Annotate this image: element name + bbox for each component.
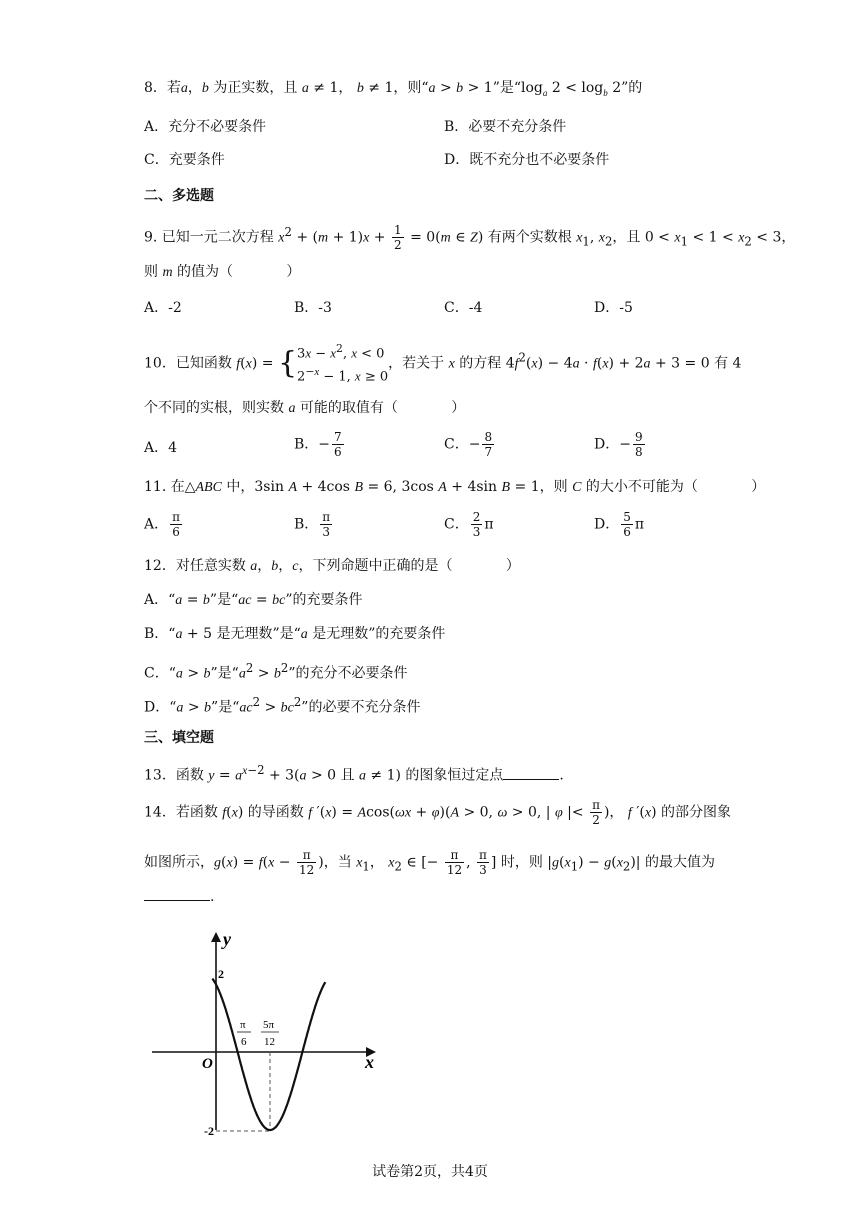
q13-answer-blank[interactable] <box>503 765 559 780</box>
q8-option-a[interactable]: A．充分不必要条件 <box>144 119 267 135</box>
q12-option-a[interactable]: A．“a = b”是“ac = bc”的充要条件 <box>144 592 363 608</box>
q11-option-a[interactable]: A． $\frac{\pi}{6}$ <box>144 510 181 539</box>
q10-option-b[interactable]: B．− $\frac{7}{6}$ <box>294 430 342 459</box>
q11-option-c[interactable]: C． $\frac{2}{3}$ π <box>444 510 494 539</box>
q8-stem: 8．若a，b 为正实数，且 a ≠ 1， b ≠ 1，则“a > b > 1”是“$\log_a$ $2 < \log_b 2$”的 <box>144 80 643 98</box>
y-axis-label: y <box>223 929 231 949</box>
q12-option-c[interactable]: C．“a > b”是“$a^2 > b^2$”的充分不必要条件 <box>144 661 408 682</box>
q10-stem-line1: 10．已知函数 f(x) = { $3x - x^2$, x < 0 $2^{-x} - 1$, x ≥ 0 ，若关于 x 的方程 $4f^2(x) - 4a \cdot f(x) + 2a + 3 = 0$ 有 4 <box>144 342 742 385</box>
q9-option-d[interactable]: D．-5 <box>594 300 633 316</box>
origin-label: O <box>202 1056 213 1072</box>
derivative-graph <box>140 922 400 1142</box>
section-fill-blank: 三、填空题 <box>144 730 214 746</box>
q8-option-b[interactable]: B．必要不充分条件 <box>444 119 567 135</box>
q11-option-b[interactable]: B． $\frac{\pi}{3}$ <box>294 510 331 539</box>
section-multi-choice: 二、多选题 <box>144 188 214 204</box>
cosine-curve <box>212 979 325 1130</box>
tick-pi6-num: π <box>240 1019 246 1031</box>
tick-2: 2 <box>218 967 224 981</box>
q12-option-b[interactable]: B．“a + 5 是无理数”是“a 是无理数”的充要条件 <box>144 626 446 642</box>
q14-answer-blank[interactable] <box>144 886 210 901</box>
q10-option-a[interactable]: A．4 <box>144 440 178 456</box>
q12-option-d[interactable]: D．“a > b”是“$ac^2 > bc^2$”的必要不充分条件 <box>144 695 421 716</box>
q9-option-b[interactable]: B．-3 <box>294 300 332 316</box>
q13-stem: 13．函数 $y = a^{x-2} + 3(a > 0$ 且 a ≠ 1) 的图象恒过定点 . <box>144 763 564 784</box>
q14-answer-line: . <box>144 886 214 907</box>
q9-stem-line2: 则 m 的值为（ ） <box>144 264 301 280</box>
q9-stem-line1: 9. 已知一元二次方程 $x^2 + (m + 1)x$ + $\frac{1}{2}$ = 0(m ∈ Z) 有两个实数根 $x_1$, $x_2$，且 $0 < x_1 < 1 < x_2 < 3$， <box>144 223 796 253</box>
tick-5pi12-num: 5π <box>263 1019 275 1031</box>
q14-stem-line2: 如图所示，g(x) = f(x − $\frac{\pi}{12}$ )，当 $x_1$， $x_2$ ∈ [− $\frac{\pi}{12}$ , $\frac{\pi}{3}$ ] 时，则 $|g(x_1) - g(x_2)|$ 的最大值为 <box>144 848 715 877</box>
q10-stem-line2: 个不同的实根，则实数 a 可能的取值有（ ） <box>144 400 466 416</box>
q10-option-d[interactable]: D．− $\frac{9}{8}$ <box>594 430 643 459</box>
tick-5pi12-den: 12 <box>264 1036 275 1048</box>
q8-option-c[interactable]: C．充要条件 <box>144 152 225 168</box>
q11-stem: 11. 在△ABC 中，3sin A + 4cos B = 6, 3cos A + 4sin B = 1，则 C 的大小不可能为（ ） <box>144 479 766 495</box>
x-axis-label: x <box>365 1052 374 1072</box>
q14-stem-line1: 14．若函数 f(x) 的导函数 f ′(x) = Acos(ωx + φ)(A > 0, ω > 0, | φ |< $\frac{\pi}{2}$ )， f ′(x) 的部分图象 <box>144 798 731 827</box>
q10-option-c[interactable]: C．− $\frac{8}{7}$ <box>444 430 493 459</box>
tick-neg2: -2 <box>204 1124 214 1138</box>
q9-option-c[interactable]: C．-4 <box>444 300 483 316</box>
q8-option-d[interactable]: D．既不充分也不必要条件 <box>444 152 610 168</box>
q9-option-a[interactable]: A．-2 <box>144 300 182 316</box>
tick-pi6-den: 6 <box>241 1036 247 1048</box>
q12-stem: 12．对任意实数 a，b，c，下列命题中正确的是（ ） <box>144 558 520 574</box>
y-axis-arrow <box>211 932 221 942</box>
q11-option-d[interactable]: D． $\frac{5}{6}$ π <box>594 510 645 539</box>
page-footer: 试卷第2页，共4页 <box>372 1164 488 1180</box>
